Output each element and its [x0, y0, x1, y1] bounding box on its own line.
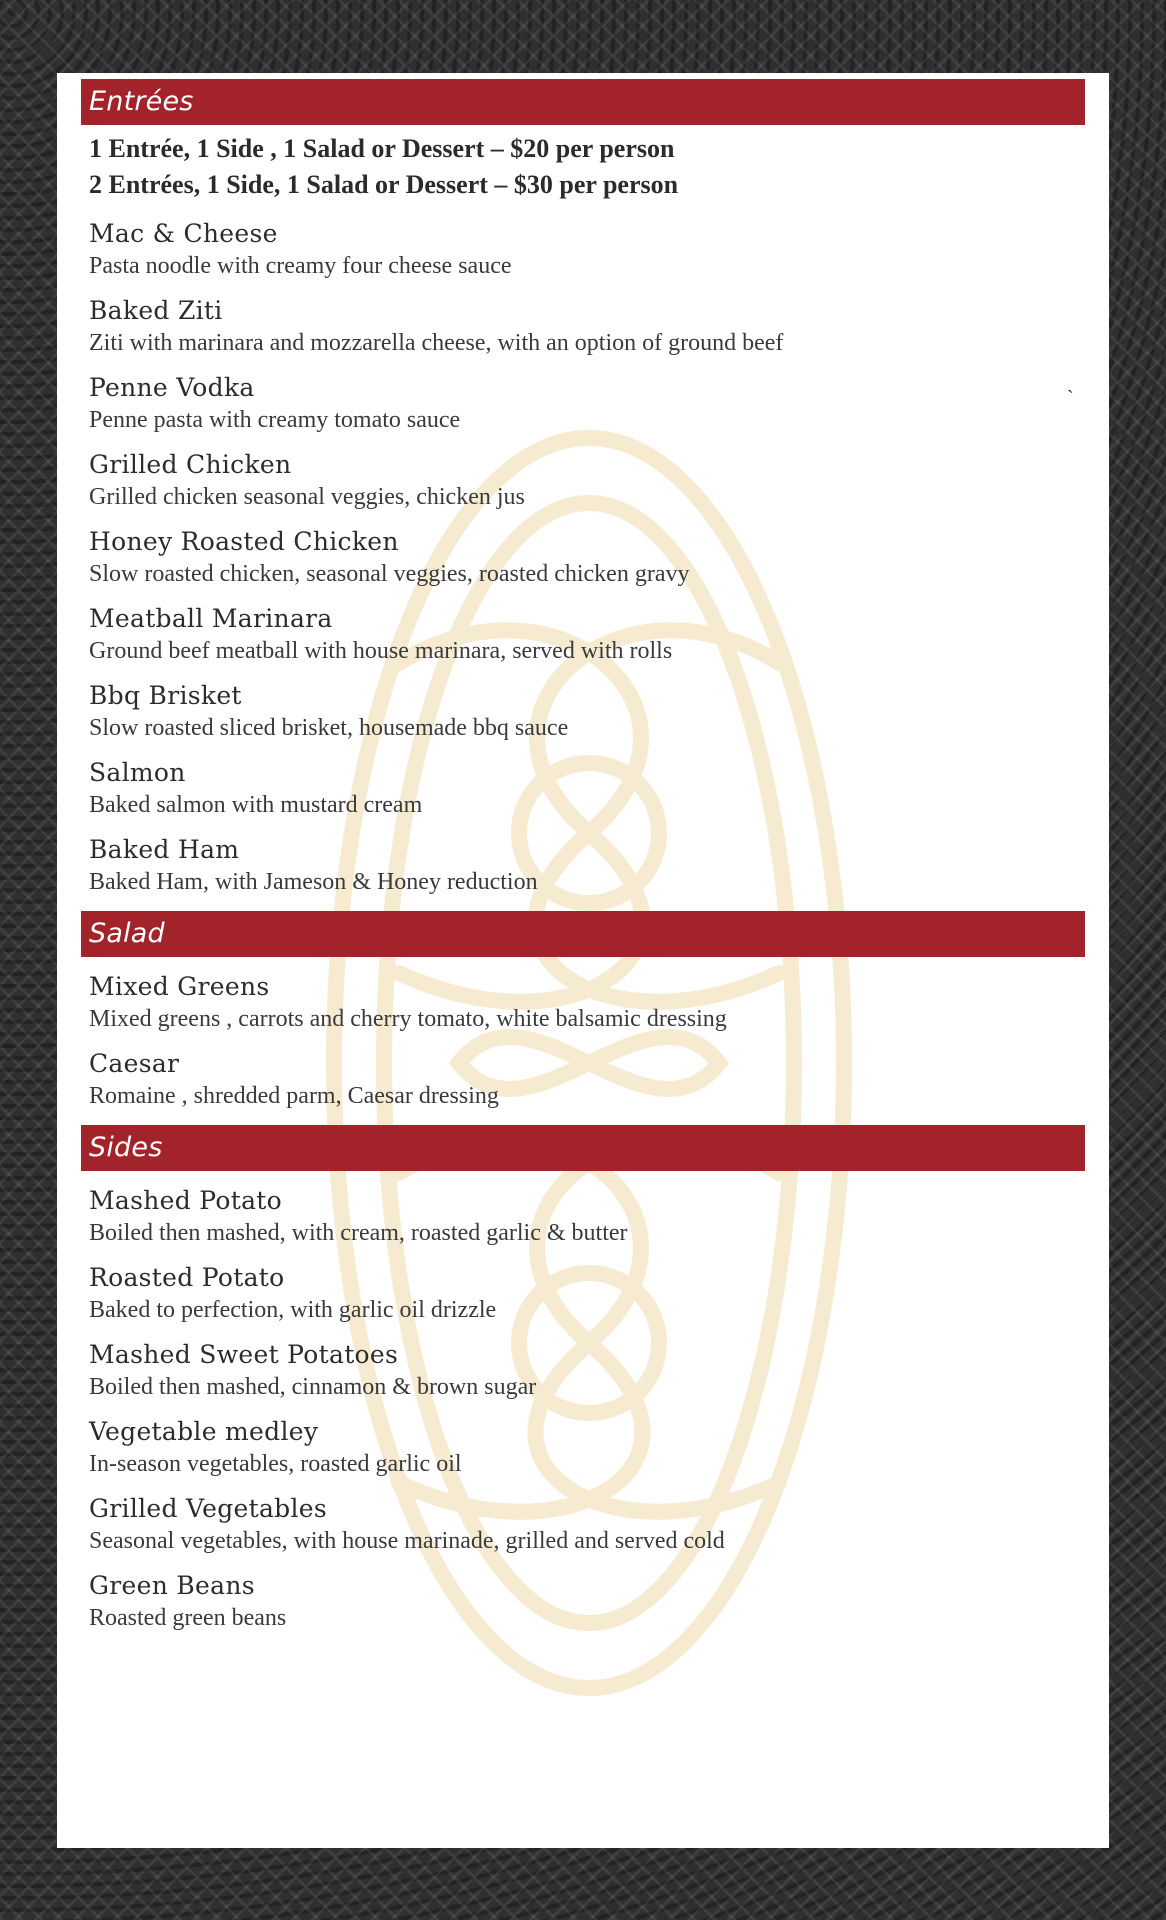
item-name: Grilled Vegetables [89, 1494, 327, 1523]
item-description: Ziti with marinara and mozzarella cheese, with an option of ground beef [89, 330, 784, 356]
menu-item [89, 833, 1085, 897]
item-name: Bbq Brisket [89, 681, 242, 710]
menu-item [89, 756, 1085, 820]
menu-item [89, 1184, 1085, 1248]
item-name: Roasted Potato [89, 1263, 285, 1292]
menu-item [89, 448, 1085, 512]
item-description: Penne pasta with creamy tomato sauce [89, 407, 461, 433]
stray-mark: ` [1067, 387, 1074, 409]
item-description: Grilled chicken seasonal veggies, chicken jus [89, 484, 525, 510]
item-description: Roasted green beans [89, 1605, 287, 1631]
menu-item [89, 602, 1085, 666]
item-description: Baked Ham, with Jameson & Honey reduction [89, 869, 538, 895]
menu-item [89, 970, 1085, 1034]
item-name: Mac & Cheese [89, 219, 278, 248]
item-description: Mixed greens , carrots and cherry tomato, white balsamic dressing [89, 1006, 727, 1032]
menu-page [57, 73, 1109, 1848]
item-description: Baked salmon with mustard cream [89, 792, 423, 818]
menu-item [89, 217, 1085, 281]
menu-item [89, 294, 1085, 358]
item-name: Baked Ham [89, 835, 240, 864]
item-description: Ground beef meatball with house marinara, served with rolls [89, 638, 673, 664]
item-description: Romaine , shredded parm, Caesar dressing [89, 1083, 499, 1109]
entrees-list [81, 217, 1085, 897]
item-name: Salmon [89, 758, 186, 787]
salad-heading: Salad [81, 911, 1085, 957]
item-description: Seasonal vegetables, with house marinade, grilled and served cold [89, 1528, 725, 1554]
menu-item [89, 1261, 1085, 1325]
item-name: Baked Ziti [89, 296, 223, 325]
menu-item [89, 1492, 1085, 1556]
menu-item [89, 1338, 1085, 1402]
item-name: Meatball Marinara [89, 604, 333, 633]
salad-list [81, 970, 1085, 1111]
menu-item [89, 1047, 1085, 1111]
entrees-heading: Entrées [81, 79, 1085, 125]
item-name: Grilled Chicken [89, 450, 292, 479]
item-name: Mashed Sweet Potatoes [89, 1340, 399, 1369]
menu-item [89, 1569, 1085, 1633]
menu-item [89, 1415, 1085, 1479]
sides-list [81, 1184, 1085, 1633]
item-description: In-season vegetables, roasted garlic oil [89, 1451, 462, 1477]
item-description: Boiled then mashed, with cream, roasted garlic & butter [89, 1220, 628, 1246]
menu-item [89, 525, 1085, 589]
entree-pricing [81, 125, 1085, 203]
menu-item [89, 371, 1085, 435]
item-name: Honey Roasted Chicken [89, 527, 399, 556]
item-description: Slow roasted sliced brisket, housemade bbq sauce [89, 715, 569, 741]
item-description: Boiled then mashed, cinnamon & brown sugar [89, 1374, 537, 1400]
item-name: Mixed Greens [89, 972, 270, 1001]
pricing-line: 2 Entrées, 1 Side, 1 Salad or Dessert – $30 per person [89, 170, 679, 199]
item-name: Green Beans [89, 1571, 255, 1600]
item-name: Penne Vodka [89, 373, 255, 402]
item-name: Mashed Potato [89, 1186, 282, 1215]
item-name: Caesar [89, 1049, 180, 1078]
pricing-line: 1 Entrée, 1 Side , 1 Salad or Dessert – $20 per person [89, 134, 675, 163]
item-description: Baked to perfection, with garlic oil drizzle [89, 1297, 497, 1323]
item-description: Pasta noodle with creamy four cheese sauce [89, 253, 512, 279]
menu-item [89, 679, 1085, 743]
menu-content [81, 79, 1085, 1633]
item-description: Slow roasted chicken, seasonal veggies, roasted chicken gravy [89, 561, 690, 587]
item-name: Vegetable medley [89, 1417, 319, 1446]
sides-heading: Sides [81, 1125, 1085, 1171]
